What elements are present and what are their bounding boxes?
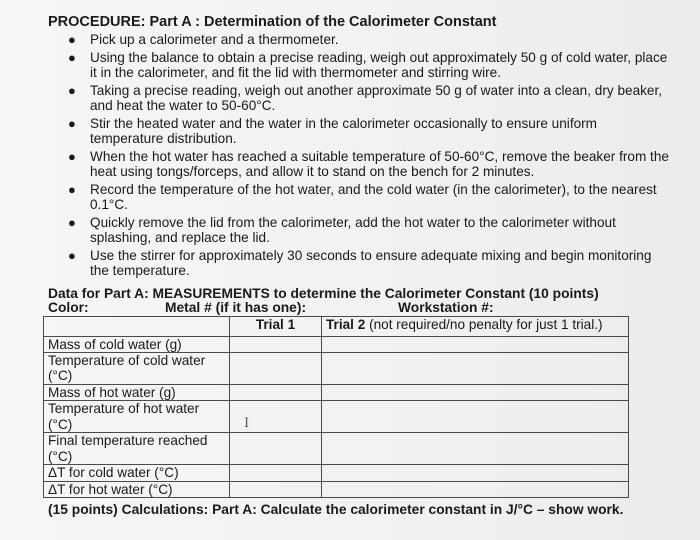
trial-1-cell[interactable] (230, 353, 322, 385)
procedure-step (68, 82, 670, 113)
trial-1-cell[interactable] (230, 337, 322, 353)
calculations-instruction (48, 502, 623, 517)
measurements-table (43, 316, 629, 498)
procedure-step (68, 148, 670, 179)
header-blank-cell (44, 317, 230, 337)
table-row (44, 337, 629, 353)
procedure-step-text: Pick up a calorimeter and a thermometer. (90, 32, 339, 47)
trial-2-cell[interactable] (322, 433, 629, 465)
procedure-step-text: Use the stirrer for approximately 30 seconds to ensure adequate mixing and begin monitoring the temperature. (90, 247, 652, 278)
trial-2-cell[interactable] (322, 465, 629, 481)
table-row (44, 481, 629, 497)
procedure-title: PROCEDURE: Part A : Determination of the Calorimeter Constant (48, 14, 497, 30)
metal-number-label: Metal # (if it has one): (165, 300, 307, 315)
procedure-step (68, 247, 670, 278)
calculations-tail: – show work. (532, 502, 624, 517)
header-trial-2-label: Trial 2 (326, 317, 366, 332)
trial-2-cell[interactable] (322, 401, 629, 433)
bullet-icon: ● (68, 247, 76, 263)
table-row (44, 385, 629, 401)
row-label: ΔT for cold water (°C) (44, 465, 230, 481)
table-row (44, 433, 629, 465)
trial-1-cell[interactable] (230, 481, 322, 497)
row-label: Mass of cold water (g) (44, 337, 230, 353)
calculations-points-text: (15 points) (48, 502, 118, 517)
header-trial-2 (322, 317, 629, 337)
row-label: Final temperature reached (°C) (44, 433, 230, 465)
procedure-step (68, 32, 670, 47)
data-section-heading: Data for Part A: MEASUREMENTS to determine the Calorimeter Constant (10 points) (48, 286, 599, 301)
text-cursor-icon: I (244, 416, 250, 431)
table-row (44, 401, 629, 433)
table-header-row (44, 317, 629, 337)
procedure-step-text: Taking a precise reading, weigh out another approximate 50 g of water into a clean, dry beaker, and heat the water to 50-60°C. (90, 82, 663, 113)
row-label: Temperature of cold water (°C) (44, 353, 230, 385)
procedure-step (68, 115, 670, 146)
bullet-icon: ● (68, 32, 76, 47)
procedure-step-text: When the hot water has reached a suitable temperature of 50-60°C, remove the beaker from the heat using tongs/forceps, and allow it to stand on the bench for 2 minutes. (90, 148, 669, 179)
header-trial-2-note: (not required/no penalty for just 1 trial.) (365, 317, 603, 332)
table-row (44, 353, 629, 385)
bullet-icon: ● (68, 181, 76, 197)
trial-2-cell[interactable] (322, 337, 629, 353)
trial-1-cell[interactable] (230, 433, 322, 465)
table-row (44, 465, 629, 481)
trial-1-cell[interactable] (230, 385, 322, 401)
procedure-steps-list (68, 32, 670, 281)
procedure-step-text: Stir the heated water and the water in the calorimeter occasionally to ensure uniform temperature distribution. (90, 115, 598, 146)
bullet-icon: ● (68, 49, 76, 65)
bullet-icon: ● (68, 82, 76, 98)
procedure-step (68, 49, 670, 80)
color-label: Color: (48, 300, 89, 315)
procedure-step-text: Record the temperature of the hot water, and the cold water (in the calorimeter), to the nearest 0.1°C. (90, 181, 657, 212)
trial-1-cell[interactable] (230, 465, 322, 481)
procedure-step-text: Using the balance to obtain a precise reading, weigh out approximately 50 g of cold water, place it in the calorimeter, and fit the lid with thermometer and stirring wire. (90, 49, 668, 80)
trial-2-cell[interactable] (322, 385, 629, 401)
trial-2-cell[interactable] (322, 353, 629, 385)
calculations-points (48, 502, 118, 517)
procedure-step-text: Quickly remove the lid from the calorimeter, add the hot water to the calorimeter without splashing, and replace the lid. (90, 214, 616, 245)
header-trial-1: Trial 1 (230, 317, 322, 337)
sample-info-row (48, 300, 648, 316)
bullet-icon: ● (68, 148, 76, 164)
trial-2-cell[interactable] (322, 481, 629, 497)
procedure-step (68, 214, 670, 245)
bullet-icon: ● (68, 115, 76, 131)
row-label: Mass of hot water (g) (44, 385, 230, 401)
row-label: ΔT for hot water (°C) (44, 481, 230, 497)
procedure-step (68, 181, 670, 212)
workstation-label: Workstation #: (398, 300, 494, 315)
row-label: Temperature of hot water (°C) (44, 401, 230, 433)
calculations-label: Calculations: Part A: Calculate the calorimeter constant in J/°C (121, 502, 533, 517)
bullet-icon: ● (68, 214, 76, 230)
